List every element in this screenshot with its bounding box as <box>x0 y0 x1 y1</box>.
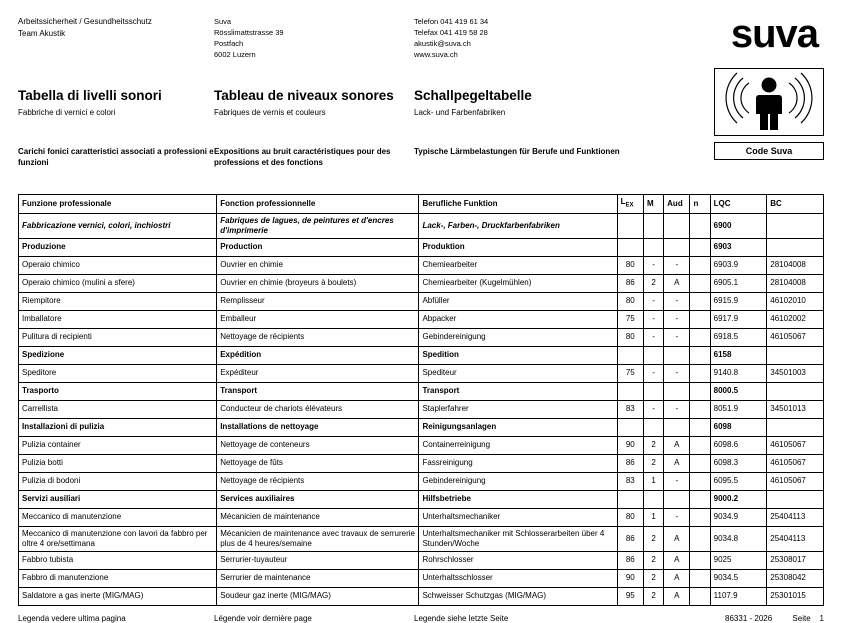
cell-de: Spediteur <box>419 364 617 382</box>
cell-n <box>690 400 710 418</box>
cell-it: Carrellista <box>19 400 217 418</box>
footer-page-no: 1 <box>819 613 824 623</box>
cell-n <box>690 526 710 551</box>
col-header-fr: Fonction professionnelle <box>217 195 419 214</box>
cell-aud: - <box>664 292 690 310</box>
cell-aud <box>664 238 690 256</box>
cell-it: Meccanico di manutenzione con lavori da fabbro per oltre 4 ore/settimana <box>19 526 217 551</box>
cell-bc: 46105067 <box>767 454 824 472</box>
table-row <box>19 400 824 418</box>
cell-fr: Ouvrier en chimie (broyeurs à boulets) <box>217 274 419 292</box>
title-italian <box>18 88 214 132</box>
cell-lex: 95 <box>617 587 643 605</box>
cell-fr: Conducteur de chariots élévateurs <box>217 400 419 418</box>
col-header-n: n <box>690 195 710 214</box>
contact-line-2: Telefax 041 419 58 28 <box>414 28 488 37</box>
cell-lex: 75 <box>617 310 643 328</box>
cell-fr: Fabriques de lagues, de peintures et d'encres d'imprimerie <box>217 213 419 238</box>
table-row <box>19 490 824 508</box>
cell-fr: Mécanicien de maintenance <box>217 508 419 526</box>
cell-aud: A <box>664 551 690 569</box>
cell-m <box>643 213 663 238</box>
cell-it: Pulizia container <box>19 436 217 454</box>
cell-aud: - <box>664 328 690 346</box>
col-header-de: Berufliche Funktion <box>419 195 617 214</box>
cell-de: Transport <box>419 382 617 400</box>
cell-m: 2 <box>643 587 663 605</box>
title-german <box>414 88 644 132</box>
table-row <box>19 436 824 454</box>
table-row <box>19 256 824 274</box>
cell-fr: Ouvrier en chimie <box>217 256 419 274</box>
cell-it: Fabbricazione vernici, colori, inchiostri <box>19 213 217 238</box>
cell-bc: 28104008 <box>767 274 824 292</box>
footer-meta <box>644 614 824 623</box>
cell-lqc: 6918.5 <box>710 328 767 346</box>
title-it-sub: Fabbriche di vernici e colori <box>18 108 116 117</box>
cell-lex: 86 <box>617 551 643 569</box>
intro-fr: Expositions au bruit caractéristiques pour des professions et des fonctions <box>214 147 391 167</box>
cell-de: Containerreinigung <box>419 436 617 454</box>
cell-bc <box>767 490 824 508</box>
table-row <box>19 472 824 490</box>
table-row <box>19 364 824 382</box>
table-row <box>19 508 824 526</box>
cell-aud: A <box>664 526 690 551</box>
cell-it: Riempitore <box>19 292 217 310</box>
cell-fr: Serrurier de maintenance <box>217 569 419 587</box>
cell-it: Produzione <box>19 238 217 256</box>
cell-it: Operaio chimico (mulini a sfere) <box>19 274 217 292</box>
intro-block <box>18 146 824 180</box>
cell-de: Gebindereinigung <box>419 328 617 346</box>
cell-it: Meccanico di manutenzione <box>19 508 217 526</box>
header-address <box>214 14 414 60</box>
cell-lex: 86 <box>617 454 643 472</box>
logo-area <box>644 14 824 54</box>
cell-it: Fabbro tubista <box>19 551 217 569</box>
title-block <box>18 88 824 132</box>
cell-bc: 34501003 <box>767 364 824 382</box>
col-header-aud: Aud <box>664 195 690 214</box>
cell-aud <box>664 382 690 400</box>
contact-line-1: Telefon 041 419 61 34 <box>414 17 489 26</box>
document-header <box>18 14 824 70</box>
cell-m: 1 <box>643 508 663 526</box>
cell-n <box>690 436 710 454</box>
cell-fr: Nettoyage de fûts <box>217 454 419 472</box>
cell-lqc: 9034.8 <box>710 526 767 551</box>
table-row <box>19 526 824 551</box>
cell-fr: Production <box>217 238 419 256</box>
cell-lqc: 6903 <box>710 238 767 256</box>
cell-de: Abpacker <box>419 310 617 328</box>
cell-n <box>690 472 710 490</box>
cell-m: - <box>643 400 663 418</box>
cell-m: 2 <box>643 526 663 551</box>
table-row <box>19 346 824 364</box>
cell-m: - <box>643 310 663 328</box>
cell-de: Spedition <box>419 346 617 364</box>
header-contact <box>414 14 644 60</box>
cell-lex: 86 <box>617 526 643 551</box>
cell-lex: 83 <box>617 472 643 490</box>
cell-bc: 46105067 <box>767 472 824 490</box>
cell-m: - <box>643 292 663 310</box>
cell-aud: - <box>664 310 690 328</box>
table-row <box>19 292 824 310</box>
cell-it: Servizi ausiliari <box>19 490 217 508</box>
cell-lqc: 9034.9 <box>710 508 767 526</box>
cell-m <box>643 238 663 256</box>
cell-lex <box>617 213 643 238</box>
cell-lex <box>617 418 643 436</box>
cell-lex: 83 <box>617 400 643 418</box>
cell-bc: 28104008 <box>767 256 824 274</box>
cell-fr: Mécanicien de maintenance avec travaux de serrurerie plus de 4 heures/semaine <box>217 526 419 551</box>
cell-de: Schweisser Schutzgas (MIG/MAG) <box>419 587 617 605</box>
cell-it: Imballatore <box>19 310 217 328</box>
cell-lex: 75 <box>617 364 643 382</box>
hearing-protection-pictogram-icon <box>714 68 824 136</box>
cell-m: - <box>643 256 663 274</box>
document-footer <box>18 614 824 623</box>
contact-line-3: akustik@suva.ch <box>414 39 471 48</box>
cell-de: Reinigungsanlagen <box>419 418 617 436</box>
cell-lqc: 9034.5 <box>710 569 767 587</box>
cell-n <box>690 292 710 310</box>
table-row <box>19 569 824 587</box>
cell-bc: 46105067 <box>767 328 824 346</box>
cell-lex <box>617 490 643 508</box>
cell-lex: 86 <box>617 274 643 292</box>
cell-fr: Installations de nettoyage <box>217 418 419 436</box>
cell-lex <box>617 346 643 364</box>
cell-lex: 80 <box>617 256 643 274</box>
title-fr-main: Tableau de niveaux sonores <box>214 88 394 103</box>
cell-it: Trasporto <box>19 382 217 400</box>
cell-de: Hilfsbetriebe <box>419 490 617 508</box>
worker-noise-icon <box>715 69 823 135</box>
header-org-line2: Team Akustik <box>18 29 66 38</box>
table-row <box>19 328 824 346</box>
cell-m: 2 <box>643 454 663 472</box>
address-line-4: 6002 Luzern <box>214 50 256 59</box>
cell-aud: - <box>664 472 690 490</box>
cell-de: Lack-, Farben-, Druckfarbenfabriken <box>419 213 617 238</box>
cell-bc: 34501013 <box>767 400 824 418</box>
col-header-lqc: LQC <box>710 195 767 214</box>
cell-lex: 80 <box>617 508 643 526</box>
cell-it: Spedizione <box>19 346 217 364</box>
cell-bc: 25308042 <box>767 569 824 587</box>
cell-lex <box>617 238 643 256</box>
cell-it: Installazioni di pulizia <box>19 418 217 436</box>
cell-de: Staplerfahrer <box>419 400 617 418</box>
footer-page-label: Seite <box>792 613 811 623</box>
cell-fr: Nettoyage de récipients <box>217 328 419 346</box>
cell-fr: Emballeur <box>217 310 419 328</box>
table-row <box>19 274 824 292</box>
cell-lex <box>617 382 643 400</box>
cell-it: Operaio chimico <box>19 256 217 274</box>
cell-de: Produktion <box>419 238 617 256</box>
cell-lqc: 6900 <box>710 213 767 238</box>
cell-bc: 46105067 <box>767 436 824 454</box>
cell-it: Pulitura di recipienti <box>19 328 217 346</box>
cell-m: - <box>643 364 663 382</box>
cell-lqc: 6915.9 <box>710 292 767 310</box>
cell-lex: 80 <box>617 328 643 346</box>
cell-bc: 25404113 <box>767 526 824 551</box>
cell-m: 2 <box>643 274 663 292</box>
cell-lqc: 9140.8 <box>710 364 767 382</box>
cell-de: Fassreinigung <box>419 454 617 472</box>
table-header-row <box>19 195 824 214</box>
cell-n <box>690 508 710 526</box>
cell-it: Fabbro di manutenzione <box>19 569 217 587</box>
table-row <box>19 418 824 436</box>
cell-bc <box>767 213 824 238</box>
cell-aud: A <box>664 274 690 292</box>
cell-m: 2 <box>643 436 663 454</box>
cell-m: 1 <box>643 472 663 490</box>
cell-aud <box>664 490 690 508</box>
cell-lqc: 6098 <box>710 418 767 436</box>
table-body <box>19 213 824 605</box>
cell-lqc: 6903.9 <box>710 256 767 274</box>
cell-bc: 25308017 <box>767 551 824 569</box>
sound-level-table <box>18 194 824 606</box>
cell-lqc: 6917.9 <box>710 310 767 328</box>
table-row <box>19 587 824 605</box>
cell-fr: Expéditeur <box>217 364 419 382</box>
header-org <box>18 14 214 40</box>
col-header-lex: $L_{EX}$ <box>617 195 643 214</box>
cell-de: Gebindereinigung <box>419 472 617 490</box>
cell-n <box>690 310 710 328</box>
cell-lex: 80 <box>617 292 643 310</box>
code-suva-label: Code Suva <box>714 142 824 160</box>
cell-fr: Nettoyage de conteneurs <box>217 436 419 454</box>
cell-m <box>643 382 663 400</box>
cell-lqc: 8051.9 <box>710 400 767 418</box>
cell-fr: Transport <box>217 382 419 400</box>
footer-de: Legende siehe letzte Seite <box>414 613 509 623</box>
title-de-sub: Lack- und Farbenfabriken <box>414 108 506 117</box>
cell-fr: Soudeur gaz inerte (MIG/MAG) <box>217 587 419 605</box>
cell-n <box>690 238 710 256</box>
title-french <box>214 88 414 132</box>
cell-de: Unterhaltsmechaniker <box>419 508 617 526</box>
cell-aud: A <box>664 436 690 454</box>
cell-lqc: 6098.3 <box>710 454 767 472</box>
cell-bc: 25301015 <box>767 587 824 605</box>
table-row <box>19 213 824 238</box>
cell-n <box>690 213 710 238</box>
cell-fr: Remplisseur <box>217 292 419 310</box>
footer-fr: Légende voir dernière page <box>214 613 312 623</box>
cell-n <box>690 587 710 605</box>
cell-bc <box>767 382 824 400</box>
col-header-it: Funzione professionale <box>19 195 217 214</box>
cell-aud: - <box>664 508 690 526</box>
cell-n <box>690 551 710 569</box>
table-row <box>19 551 824 569</box>
cell-aud <box>664 346 690 364</box>
cell-de: Chemiearbeiter <box>419 256 617 274</box>
cell-m: 2 <box>643 569 663 587</box>
cell-n <box>690 569 710 587</box>
cell-aud <box>664 213 690 238</box>
cell-aud: - <box>664 400 690 418</box>
cell-n <box>690 418 710 436</box>
cell-lqc: 9000.2 <box>710 490 767 508</box>
contact-line-4: www.suva.ch <box>414 50 458 59</box>
cell-de: Abfüller <box>419 292 617 310</box>
cell-n <box>690 364 710 382</box>
cell-m <box>643 418 663 436</box>
footer-it: Legenda vedere ultima pagina <box>18 613 126 623</box>
cell-aud: - <box>664 256 690 274</box>
cell-aud: - <box>664 364 690 382</box>
cell-bc: 46102002 <box>767 310 824 328</box>
cell-m: 2 <box>643 551 663 569</box>
cell-bc <box>767 418 824 436</box>
cell-lqc: 6905.1 <box>710 274 767 292</box>
title-it-main: Tabella di livelli sonori <box>18 88 162 103</box>
cell-m <box>643 490 663 508</box>
cell-n <box>690 490 710 508</box>
cell-de: Chemiearbeiter (Kugelmühlen) <box>419 274 617 292</box>
cell-lqc: 1107.9 <box>710 587 767 605</box>
cell-n <box>690 454 710 472</box>
cell-it: Saldatore a gas inerte (MIG/MAG) <box>19 587 217 605</box>
table-row <box>19 382 824 400</box>
cell-it: Pulizia botti <box>19 454 217 472</box>
cell-lex: 90 <box>617 436 643 454</box>
intro-it: Carichi fonici caratteristici associati a professioni e funzioni <box>18 147 214 167</box>
address-line-2: Rösslimattstrasse 39 <box>214 28 284 37</box>
footer-doc-no: 86331 - 2026 <box>725 613 773 623</box>
cell-de: Unterhaltsmechaniker mit Schlosserarbeiten über 4 Stunden/Woche <box>419 526 617 551</box>
header-org-line1: Arbeitssicherheit / Gesundheitsschutz <box>18 17 152 26</box>
col-header-bc: BC <box>767 195 824 214</box>
cell-lqc: 6095.5 <box>710 472 767 490</box>
cell-n <box>690 274 710 292</box>
table-row <box>19 454 824 472</box>
table-row <box>19 238 824 256</box>
cell-n <box>690 382 710 400</box>
pictogram-block <box>714 68 824 160</box>
cell-n <box>690 328 710 346</box>
cell-fr: Services auxiliaires <box>217 490 419 508</box>
cell-m: - <box>643 328 663 346</box>
cell-aud: A <box>664 587 690 605</box>
cell-bc: 25404113 <box>767 508 824 526</box>
intro-de: Typische Lärmbelastungen für Berufe und Funktionen <box>414 147 620 156</box>
suva-logo: suva <box>730 12 818 56</box>
cell-aud <box>664 418 690 436</box>
address-line-1: Suva <box>214 17 232 26</box>
cell-n <box>690 256 710 274</box>
cell-bc: 46102010 <box>767 292 824 310</box>
cell-aud: A <box>664 454 690 472</box>
cell-fr: Expédition <box>217 346 419 364</box>
cell-lqc: 6098.6 <box>710 436 767 454</box>
cell-lqc: 9025 <box>710 551 767 569</box>
cell-de: Unterhaltsschlosser <box>419 569 617 587</box>
cell-lqc: 6158 <box>710 346 767 364</box>
col-header-m: M <box>643 195 663 214</box>
title-fr-sub: Fabriques de vernis et couleurs <box>214 108 326 117</box>
cell-de: Rohrschlosser <box>419 551 617 569</box>
cell-m <box>643 346 663 364</box>
cell-fr: Serrurier-tuyauteur <box>217 551 419 569</box>
cell-fr: Nettoyage de récipients <box>217 472 419 490</box>
cell-bc <box>767 346 824 364</box>
cell-it: Speditore <box>19 364 217 382</box>
cell-lex: 90 <box>617 569 643 587</box>
table-row <box>19 310 824 328</box>
title-de-main: Schallpegeltabelle <box>414 88 532 103</box>
cell-aud: A <box>664 569 690 587</box>
cell-lqc: 8000.5 <box>710 382 767 400</box>
cell-bc <box>767 238 824 256</box>
cell-it: Pulizia di bodoni <box>19 472 217 490</box>
address-line-3: Postfach <box>214 39 244 48</box>
cell-n <box>690 346 710 364</box>
